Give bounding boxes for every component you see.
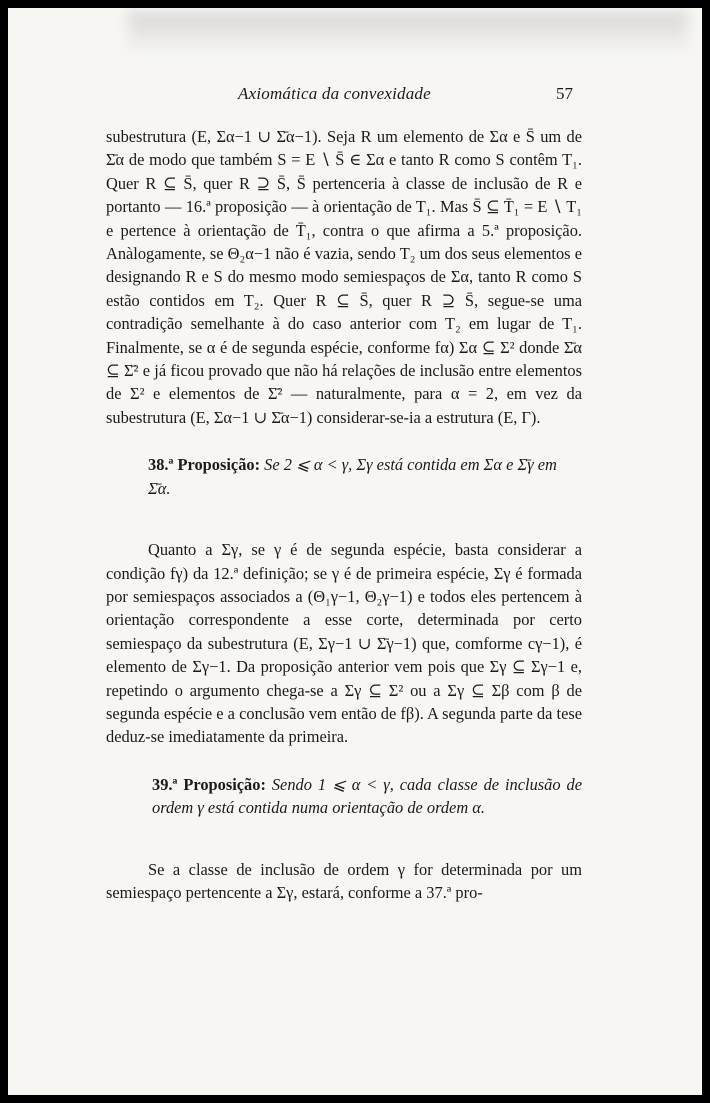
running-head — [8, 84, 702, 108]
proposition-39-text: Sendo 1 ⩽ α < γ, cada classe de inclusão de ordem γ está contida numa orientação de ordem α. — [152, 774, 582, 818]
page-number: 57 — [556, 84, 573, 103]
proposition-39 — [106, 773, 582, 820]
book-page — [8, 8, 702, 1095]
proposition-39-label: 39.ª Proposição: — [152, 774, 266, 794]
scan-smudge — [128, 12, 688, 54]
running-title: Axiomática da convexidade — [238, 84, 431, 103]
proposition-38-label: 38.ª Proposição: — [148, 455, 261, 475]
paragraph-2: Quanto a Σγ, se γ é de segunda espécie, basta considerar a condição fγ) da 12.ª definição; se γ é de primeira espécie, Σγ é formada por semiespaços associados a (Θ₁γ−1, Θ₂γ−1) e todos eles pertencem à orientação correspondente a esse corte, determinada por certo semiespaço da subestrutura (E, Σγ−1 ∪ Σ̄γ−1) que, comforme cγ−1), é elemento de Σγ−1. Da proposição anterior vem pois que Σγ ⊆ Σγ−1 e, repetindo o argumento chega-se a Σγ ⊆ Σ² ou a Σγ ⊆ Σβ com β de segunda espécie e a conclusão vem então de fβ). A segunda parte da tese deduz-se imediatamente da primeira. — [106, 540, 582, 747]
paragraph-3: Se a classe de inclusão de ordem γ for determinada por um semiespaço pertencente a Σγ, estará, conforme a 37.ª pro- — [106, 859, 582, 902]
proposition-38-text: Se 2 ⩽ α < γ, Σγ está contida em Σα e Σ̄γ em Σ̄α. — [148, 455, 557, 498]
body-text — [106, 125, 582, 904]
paragraph-1: subestrutura (E, Σα−1 ∪ Σ̄α−1). Seja R um elemento de Σα e S̄ um de Σ̄α de modo que também S = E ∖ S̄ ∈ Σα e tanto R como S contêm T₁. Quer R ⊆ S̄, quer R ⊇ S̄, S̄ pertenceria à classe de inclusão de R e portanto — 16.ª proposição — à orientação de T₁. Mas S̄ ⊆ T̄₁ = E ∖ T₁ e pertence à orientação de T̄₁, contra o que afirma a 5.ª proposição. Anàlogamente, se Θ₂α−1 não é vazia, sendo T₂ um dos seus elementos e designando R e S do mesmo modo semiespaços de Σα, tanto R como S estão contidos em T₂. Quer R ⊆ S̄, quer R ⊇ S̄, segue-se uma contradição semelhante à do caso anterior com T₂ em lugar de T₁. Finalmente, se α é de segunda espécie, conforme fα) Σα ⊆ Σ² donde Σ̄α ⊆ Σ̄² e já ficou provado que não há relações de inclusão entre elementos de Σ² e elementos de Σ̄² — naturalmente, para α = 2, em vez da subestrutura (E, Σα−1 ∪ Σ̄α−1) considerar-se-ia a estrutura (E, Γ). — [106, 127, 582, 427]
proposition-38 — [106, 453, 582, 500]
